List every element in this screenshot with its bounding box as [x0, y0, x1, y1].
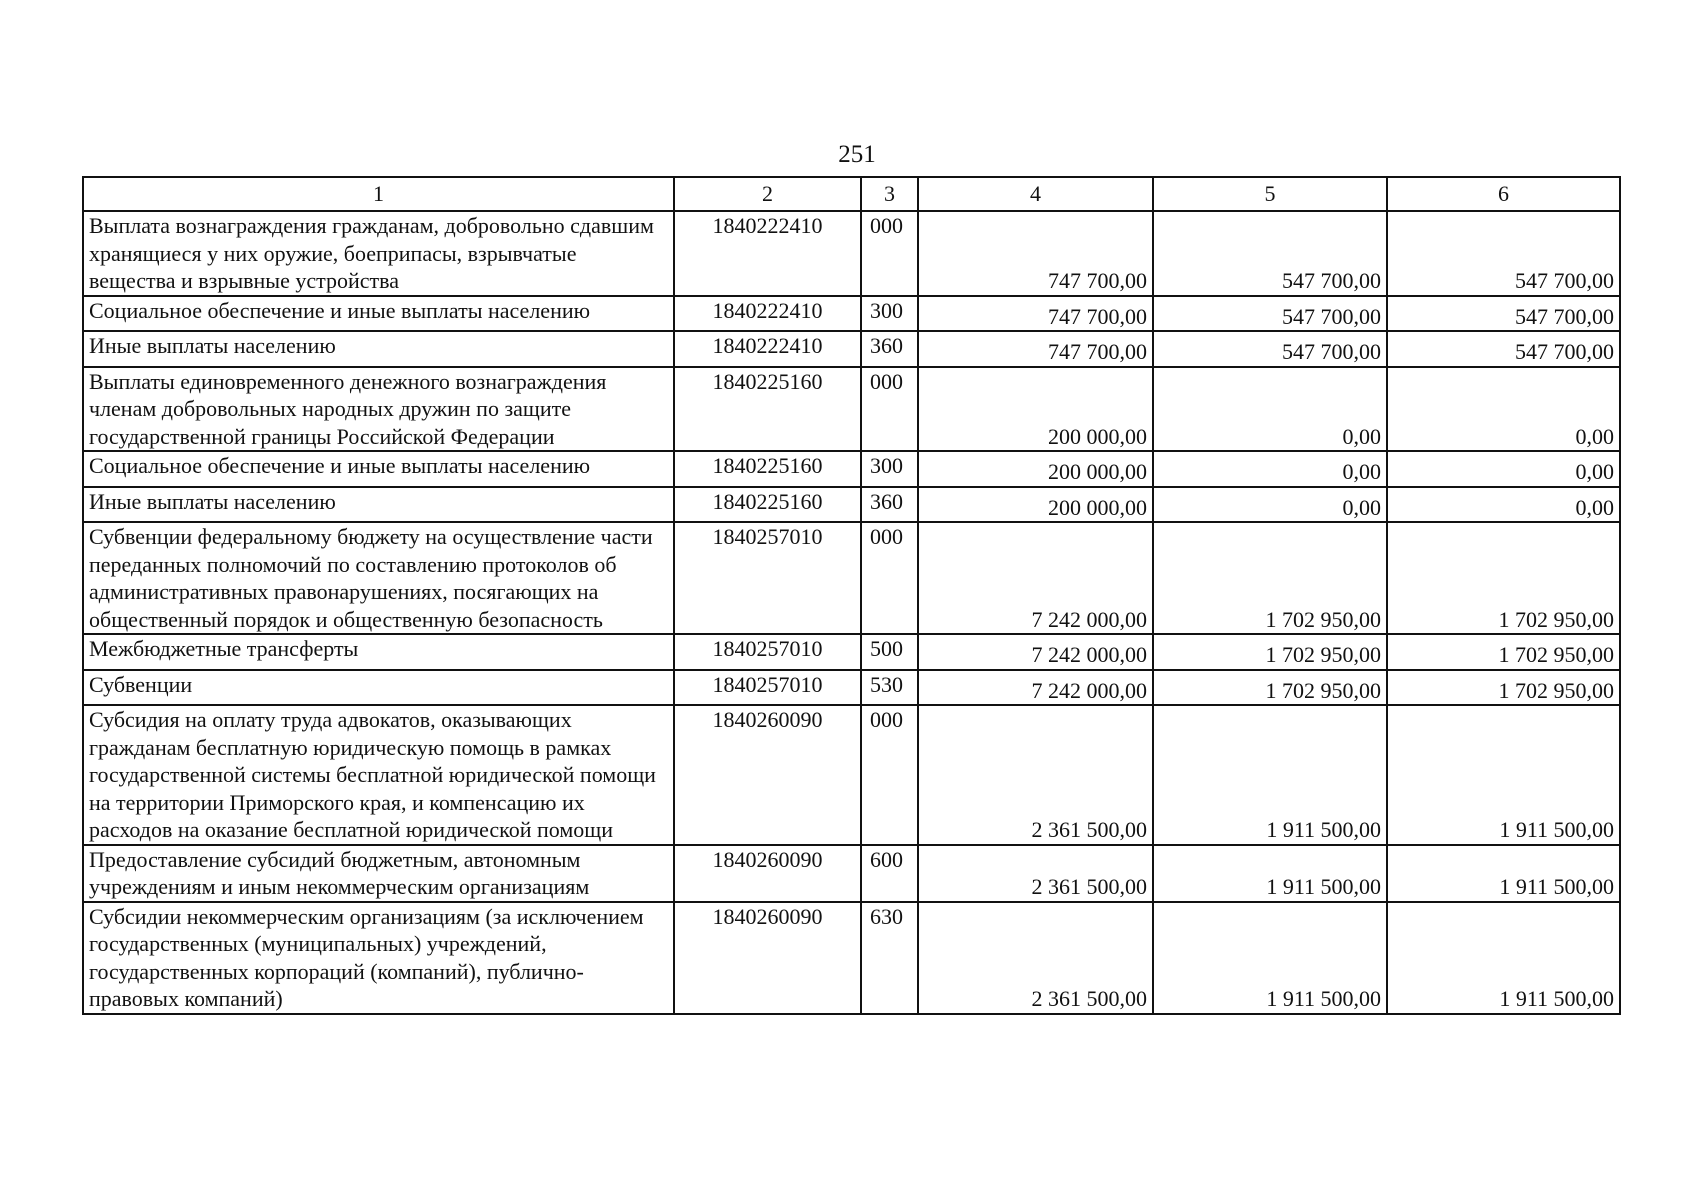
- amount-col-6: 547 700,00: [1387, 331, 1620, 367]
- row-name: Иные выплаты населению: [83, 487, 674, 523]
- expense-type-code: 000: [861, 522, 918, 634]
- amount-col-4: 747 700,00: [918, 331, 1153, 367]
- table-row: [83, 634, 1620, 670]
- amount-col-5: 547 700,00: [1153, 331, 1387, 367]
- table-row: [83, 296, 1620, 332]
- row-name: Субвенции федеральному бюджету на осуществление части переданных полномочий по составлению протоколов об административных правонарушениях, посягающих на общественный порядок и общественную безопасность: [83, 522, 674, 634]
- target-code: 1840222410: [674, 211, 861, 296]
- amount-col-4: 200 000,00: [918, 451, 1153, 487]
- expense-type-code: 600: [861, 845, 918, 902]
- table-row: [83, 487, 1620, 523]
- table-row: [83, 902, 1620, 1014]
- row-name: Иные выплаты населению: [83, 331, 674, 367]
- budget-table: [82, 176, 1621, 1015]
- table-row: [83, 845, 1620, 902]
- target-code: 1840225160: [674, 451, 861, 487]
- amount-col-5: 1 702 950,00: [1153, 634, 1387, 670]
- amount-col-4: 200 000,00: [918, 487, 1153, 523]
- table-header-row: [83, 177, 1620, 211]
- amount-col-4: 747 700,00: [918, 296, 1153, 332]
- table-row: [83, 331, 1620, 367]
- table-row: [83, 522, 1620, 634]
- amount-col-4: 7 242 000,00: [918, 522, 1153, 634]
- target-code: 1840257010: [674, 670, 861, 706]
- amount-col-5: 1 911 500,00: [1153, 845, 1387, 902]
- target-code: 1840260090: [674, 902, 861, 1014]
- expense-type-code: 530: [861, 670, 918, 706]
- amount-col-4: 7 242 000,00: [918, 634, 1153, 670]
- row-name: Субвенции: [83, 670, 674, 706]
- amount-col-6: 1 702 950,00: [1387, 522, 1620, 634]
- row-name: Выплата вознаграждения гражданам, добровольно сдавшим хранящиеся у них оружие, боеприпасы, взрывчатые вещества и взрывные устройства: [83, 211, 674, 296]
- amount-col-5: 1 911 500,00: [1153, 902, 1387, 1014]
- amount-col-5: 1 911 500,00: [1153, 705, 1387, 845]
- target-code: 1840260090: [674, 845, 861, 902]
- amount-col-4: 7 242 000,00: [918, 670, 1153, 706]
- table-row: [83, 705, 1620, 845]
- amount-col-5: 0,00: [1153, 451, 1387, 487]
- target-code: 1840222410: [674, 296, 861, 332]
- target-code: 1840225160: [674, 367, 861, 452]
- expense-type-code: 000: [861, 705, 918, 845]
- target-code: 1840260090: [674, 705, 861, 845]
- amount-col-4: 2 361 500,00: [918, 845, 1153, 902]
- expense-type-code: 360: [861, 487, 918, 523]
- expense-type-code: 300: [861, 451, 918, 487]
- amount-col-6: 1 702 950,00: [1387, 634, 1620, 670]
- target-code: 1840222410: [674, 331, 861, 367]
- expense-type-code: 500: [861, 634, 918, 670]
- column-header-6: 6: [1387, 177, 1620, 211]
- column-header-4: 4: [918, 177, 1153, 211]
- column-header-1: 1: [83, 177, 674, 211]
- target-code: 1840257010: [674, 634, 861, 670]
- amount-col-4: 2 361 500,00: [918, 705, 1153, 845]
- amount-col-6: 1 911 500,00: [1387, 902, 1620, 1014]
- amount-col-6: 1 911 500,00: [1387, 705, 1620, 845]
- amount-col-6: 547 700,00: [1387, 211, 1620, 296]
- expense-type-code: 300: [861, 296, 918, 332]
- amount-col-5: 0,00: [1153, 367, 1387, 452]
- amount-col-6: 547 700,00: [1387, 296, 1620, 332]
- table-row: [83, 367, 1620, 452]
- expense-type-code: 360: [861, 331, 918, 367]
- expense-type-code: 000: [861, 211, 918, 296]
- row-name: Социальное обеспечение и иные выплаты населению: [83, 296, 674, 332]
- column-header-5: 5: [1153, 177, 1387, 211]
- row-name: Межбюджетные трансферты: [83, 634, 674, 670]
- amount-col-4: 2 361 500,00: [918, 902, 1153, 1014]
- table-row: [83, 670, 1620, 706]
- amount-col-5: 1 702 950,00: [1153, 670, 1387, 706]
- amount-col-6: 1 702 950,00: [1387, 670, 1620, 706]
- row-name: Социальное обеспечение и иные выплаты населению: [83, 451, 674, 487]
- expense-type-code: 000: [861, 367, 918, 452]
- amount-col-4: 747 700,00: [918, 211, 1153, 296]
- amount-col-6: 0,00: [1387, 451, 1620, 487]
- table-row: [83, 451, 1620, 487]
- amount-col-6: 0,00: [1387, 367, 1620, 452]
- row-name: Предоставление субсидий бюджетным, автономным учреждениям и иным некоммерческим организациям: [83, 845, 674, 902]
- target-code: 1840225160: [674, 487, 861, 523]
- amount-col-5: 547 700,00: [1153, 296, 1387, 332]
- row-name: Субсидии некоммерческим организациям (за исключением государственных (муниципальных) учреждений, государственных корпораций (компаний), публично-правовых компаний): [83, 902, 674, 1014]
- amount-col-5: 0,00: [1153, 487, 1387, 523]
- amount-col-4: 200 000,00: [918, 367, 1153, 452]
- column-header-3: 3: [861, 177, 918, 211]
- expense-type-code: 630: [861, 902, 918, 1014]
- target-code: 1840257010: [674, 522, 861, 634]
- amount-col-6: 0,00: [1387, 487, 1620, 523]
- row-name: Субсидия на оплату труда адвокатов, оказывающих гражданам бесплатную юридическую помощь в рамках государственной системы бесплатной юридической помощи на территории Приморского края, и компенсацию их расходов на оказание бесплатной юридической помощи: [83, 705, 674, 845]
- amount-col-6: 1 911 500,00: [1387, 845, 1620, 902]
- row-name: Выплаты единовременного денежного вознаграждения членам добровольных народных дружин по защите государственной границы Российской Федерации: [83, 367, 674, 452]
- amount-col-5: 547 700,00: [1153, 211, 1387, 296]
- table-row: [83, 211, 1620, 296]
- page-number: 251: [838, 141, 876, 168]
- column-header-2: 2: [674, 177, 861, 211]
- amount-col-5: 1 702 950,00: [1153, 522, 1387, 634]
